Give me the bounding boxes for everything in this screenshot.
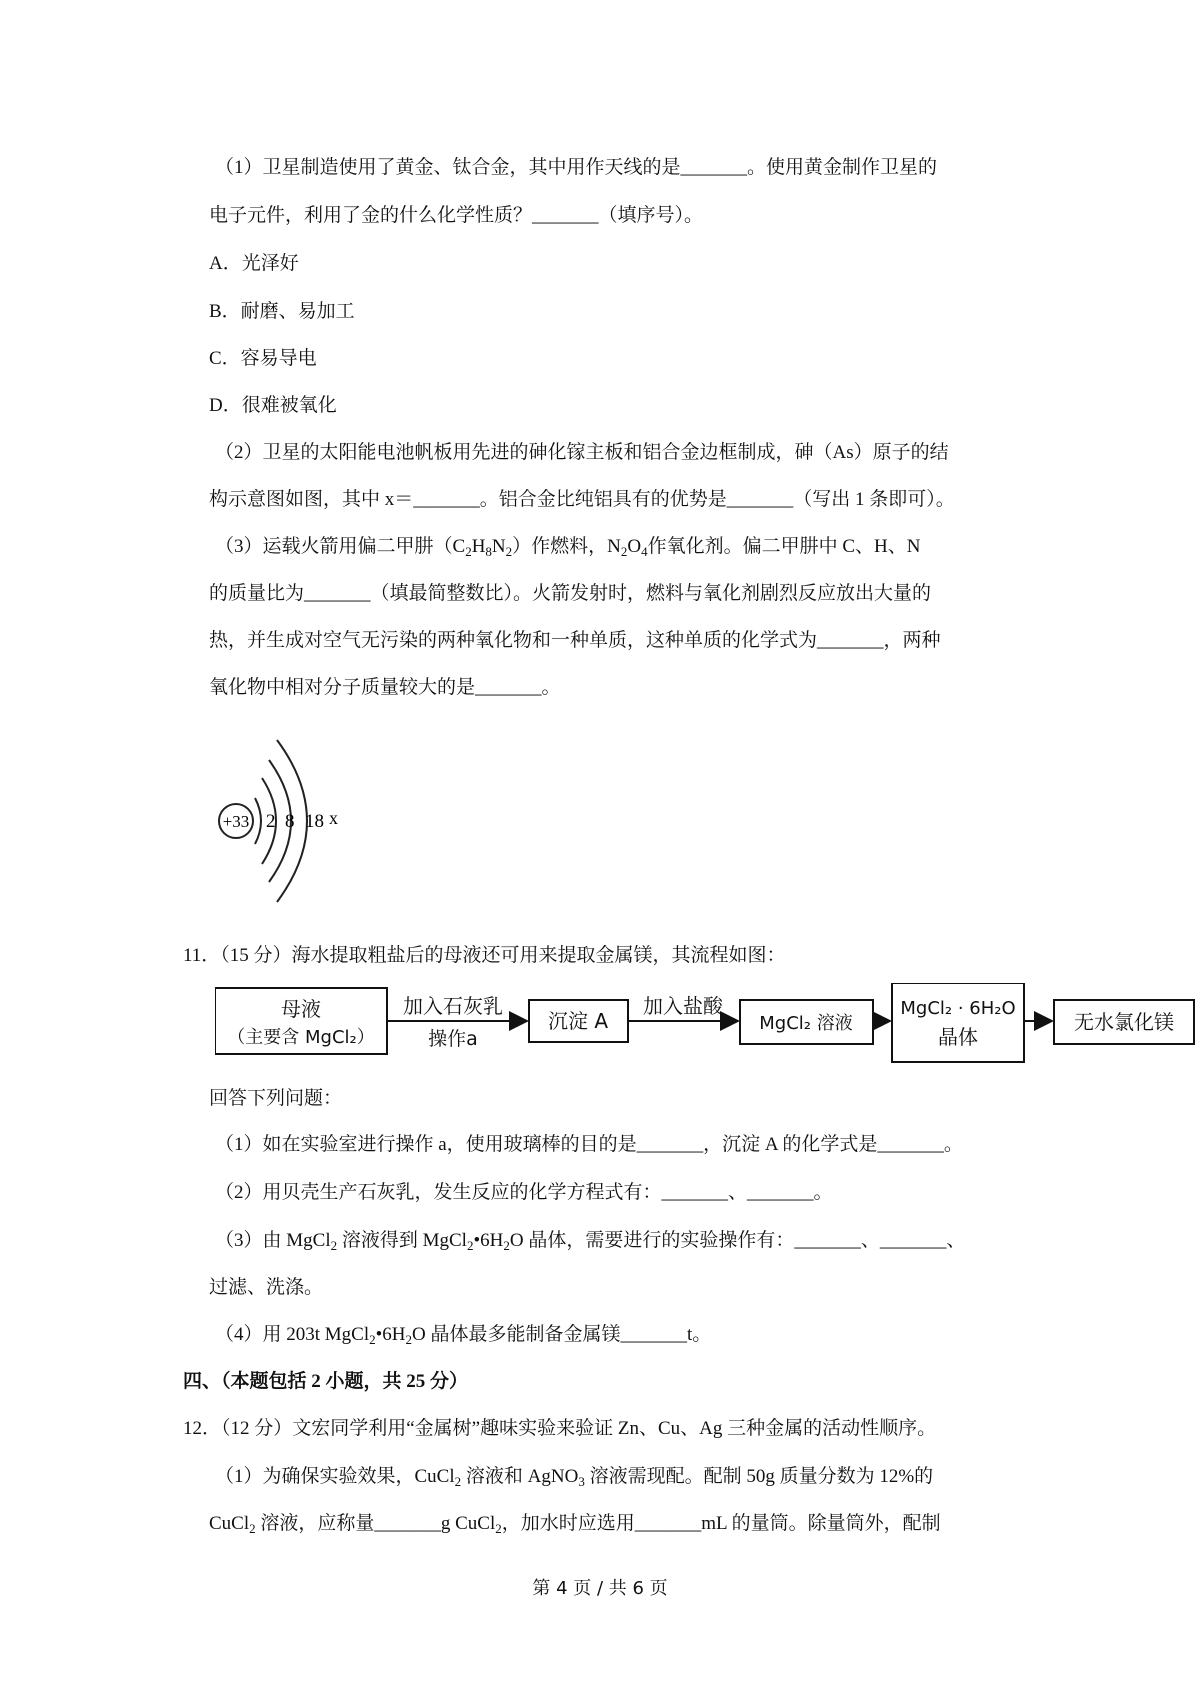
flow-arrow-2-label: 加入盐酸 (643, 994, 723, 1018)
flow-box-mother-liquor-title: 母液 (281, 997, 321, 1021)
flow-box-anhydrous-label: 无水氯化镁 (1074, 1010, 1174, 1034)
shell-4-count: x (329, 808, 338, 828)
electron-shell-1 (255, 798, 261, 844)
q12-title: 12．（12 分）文宏同学利用“金属树”趣味实验来验证 Zn、Cu、Ag 三种金属的活动性顺序。 (183, 1418, 937, 1439)
flow-arrow-1-operation: 操作a (428, 1028, 478, 1050)
q10-part3-line4: 氧化物中相对分子质量较大的是_______。 (209, 677, 561, 698)
q10-part1-line2: 电子元件，利用了金的什么化学性质？_______（填序号）。 (209, 205, 704, 226)
flow-box-mother-liquor-subtitle: （主要含 MgCl₂） (227, 1027, 375, 1048)
arsenic-atom-diagram (205, 726, 365, 916)
q11-intro: 回答下列问题： (209, 1088, 343, 1109)
flow-arrow-1-label: 加入石灰乳 (403, 994, 503, 1018)
q10-part1-line1: （1）卫星制造使用了黄金、钛合金，其中用作天线的是_______。使用黄金制作卫星的 (215, 157, 938, 178)
q11-sub4: （4）用 203t $MgCl_2•6H_2O$ 晶体最多能制备金属镁_______t。 (215, 1324, 712, 1347)
q10-option-c: C．容易导电 (209, 348, 317, 369)
q10-option-b: B．耐磨、易加工 (209, 301, 355, 322)
q12-sub1-line1: （1）为确保实验效果，CuCl$_2$ 溶液和 AgNO$_3$ 溶液需现配。配制 50g 质量分数为 12%的 (215, 1466, 934, 1489)
nucleus-charge: +33 (222, 812, 250, 831)
q10-option-a: A．光泽好 (209, 253, 299, 274)
q11-sub1: （1）如在实验室进行操作 a，使用玻璃棒的目的是_______，沉淀 A 的化学式是_______。 (215, 1134, 963, 1155)
shell-2-count: 8 (285, 811, 295, 832)
flow-box-crystal (892, 983, 1024, 1062)
q10-part3-line2: 的质量比为_______（填最简整数比）。火箭发射时，燃料与氧化剂剧烈反应放出大量的 (209, 583, 932, 604)
q10-option-d: D．很难被氧化 (209, 395, 337, 416)
shell-1-count: 2 (266, 811, 276, 832)
q11-sub3-line1: （3）由 MgCl$_2$ 溶液得到 $MgCl_2•6H_2O$ 晶体，需要进行的实验操作有：_______、_______、 (215, 1230, 966, 1253)
flow-box-crystal-formula: MgCl₂ · 6H₂O (900, 998, 1016, 1019)
section-four-heading: 四、（本题包括 2 小题，共 25 分） (183, 1371, 469, 1392)
q11-sub2: （2）用贝壳生产石灰乳，发生反应的化学方程式有：_______、_______。 (215, 1182, 833, 1203)
q12-sub1-line2: CuCl$_2$ 溶液，应称量_______g CuCl$_2$，加水时应选用_______mL 的量筒。除量筒外，配制 (209, 1513, 941, 1536)
flow-box-crystal-label: 晶体 (938, 1025, 978, 1049)
flow-box-mgcl2-solution-label: MgCl₂ 溶液 (759, 1013, 853, 1034)
q10-part2-line1: （2）卫星的太阳能电池帆板用先进的砷化镓主板和铝合金边框制成，砷（As）原子的结 (215, 442, 949, 463)
page-footer: 第 4 页 / 共 6 页 (532, 1578, 668, 1599)
q10-part2-line2: 构示意图如图，其中 x＝_______。铝合金比纯铝具有的优势是_______（写出 1 条即可）。 (209, 489, 955, 510)
shell-3-count: 18 (305, 811, 324, 832)
q11-sub3-line2: 过滤、洗涤。 (209, 1277, 324, 1298)
q10-part3-line3: 热，并生成对空气无污染的两种氧化物和一种单质，这种单质的化学式为_______，两种 (209, 630, 941, 651)
q11-title: 11．（15 分）海水提取粗盐后的母液还可用来提取金属镁，其流程如图： (183, 945, 786, 966)
q10-part3-line1: （3）运载火箭用偏二甲肼$(C_2H_8N_2)$作燃料，$N_2O_4$作氧化剂。偏二甲肼中 C、H、N (215, 536, 921, 559)
magnesium-flowchart (215, 983, 1200, 1078)
flow-box-precipitate-a-label: 沉淀 A (547, 1009, 609, 1033)
